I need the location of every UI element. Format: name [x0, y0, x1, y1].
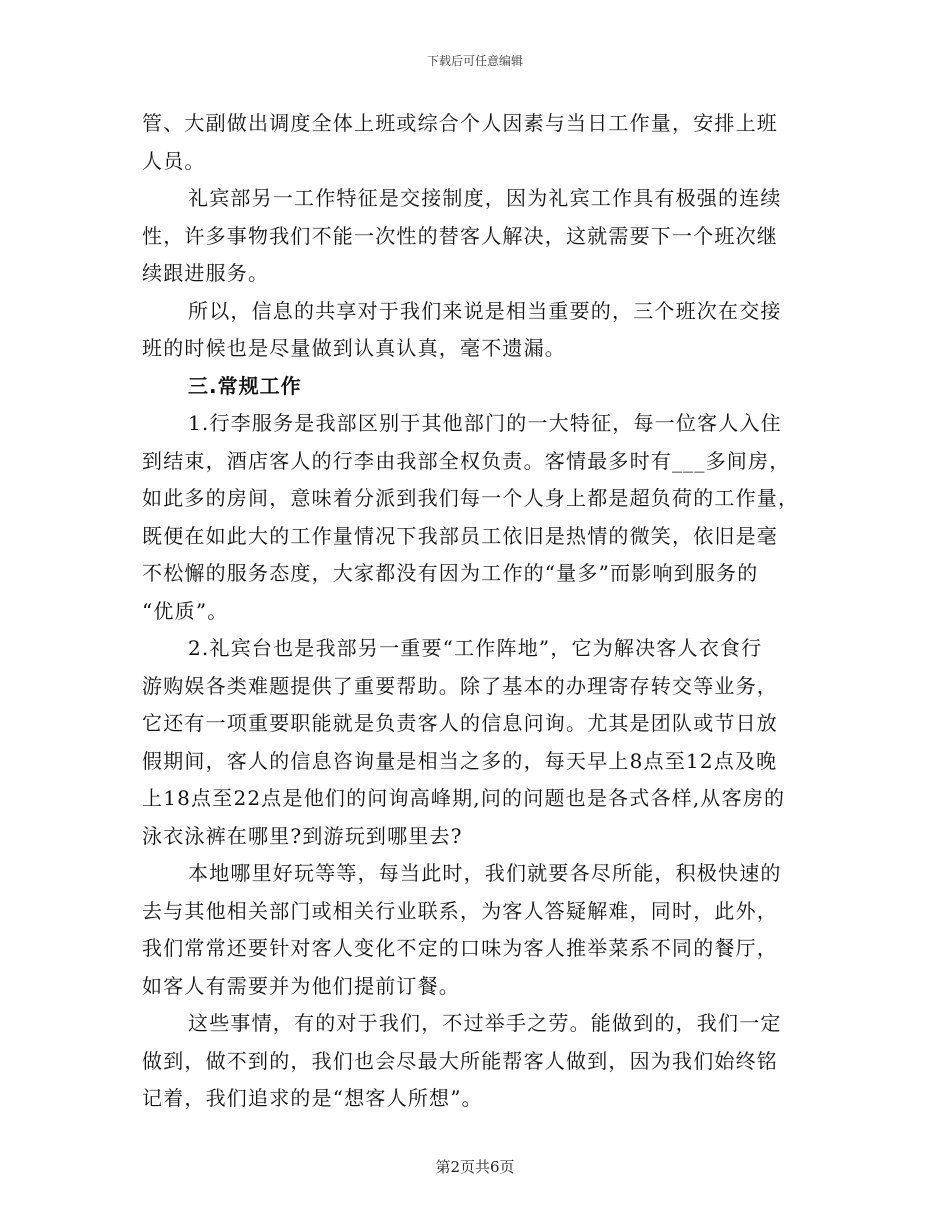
body-line: 如客人有需要并为他们提前订餐。 — [142, 973, 460, 998]
body-line: 去与其他相关部门或相关行业联系，为客人答疑解难，同时，此外， — [142, 898, 778, 923]
body-line: 做到，做不到的，我们也会尽最大所能帮客人做到，因为我们始终铭 — [142, 1048, 778, 1073]
paragraph-start-line: 这些事情，有的对于我们，不过举手之劳。能做到的，我们一定 — [188, 1011, 782, 1035]
body-line: 到结束，酒店客人的行李由我部全权负责。客情最多时有___多间房， — [142, 448, 791, 473]
body-line: “优质”。 — [142, 598, 229, 623]
body-line: 上18点至22点是他们的问询高峰期,问的问题也是各式各样,从客房的 — [142, 786, 786, 810]
document-body — [142, 105, 812, 1118]
body-line: 管、大副做出调度全体上班或综合个人因素与当日工作量，安排上班 — [142, 111, 778, 135]
body-line: 游购娱各类难题提供了重要帮助。除了基本的办理寄存转交等业务， — [142, 673, 778, 698]
page-footer: 第2页共6页 — [435, 1158, 515, 1176]
body-line: 不松懈的服务态度，大家都没有因为工作的“量多”而影响到服务的 — [142, 561, 759, 585]
body-line: 班的时候也是尽量做到认真认真，毫不遗漏。 — [142, 336, 566, 360]
body-line: 记着，我们追求的是“想客人所想”。 — [142, 1086, 483, 1110]
body-line: 续跟进服务。 — [142, 261, 270, 285]
body-line: 它还有一项重要职能就是负责客人的信息问询。尤其是团队或节日放 — [142, 711, 778, 735]
body-line: 泳衣泳裤在哪里?到游玩到哪里去? — [142, 823, 463, 848]
paragraph-start-line: 所以，信息的共享对于我们来说是相当重要的，三个班次在交接 — [188, 298, 782, 323]
paragraph-start-line: 礼宾部另一工作特征是交接制度，因为礼宾工作具有极强的连续 — [188, 186, 782, 210]
paragraph-start-line: 2.礼宾台也是我部另一重要“工作阵地”，它为解决客人衣食行 — [188, 636, 763, 660]
body-line: 我们常常还要针对客人变化不定的口味为客人推举菜系不同的餐厅， — [142, 936, 778, 960]
page-header: 下载后可任意编辑 — [426, 54, 523, 68]
body-line: 如此多的房间，意味着分派到我们每一个人身上都是超负荷的工作量， — [142, 486, 800, 510]
body-line: 性，许多事物我们不能一次性的替客人解决，这就需要下一个班次继 — [142, 223, 778, 248]
paragraph-start-line: 1.行李服务是我部区别于其他部门的一大特征，每一位客人入住 — [188, 411, 782, 435]
body-line: 假期间，客人的信息咨询量是相当之多的，每天早上8点至12点及晚 — [142, 748, 778, 773]
section-heading: 三.常规工作 — [188, 373, 302, 398]
body-line: 既便在如此大的工作量情况下我部员工依旧是热情的微笑，依旧是毫 — [142, 523, 778, 548]
paragraph-start-line: 本地哪里好玩等等，每当此时，我们就要各尽所能，积极快速的 — [188, 861, 782, 885]
body-line: 人员。 — [142, 148, 206, 173]
